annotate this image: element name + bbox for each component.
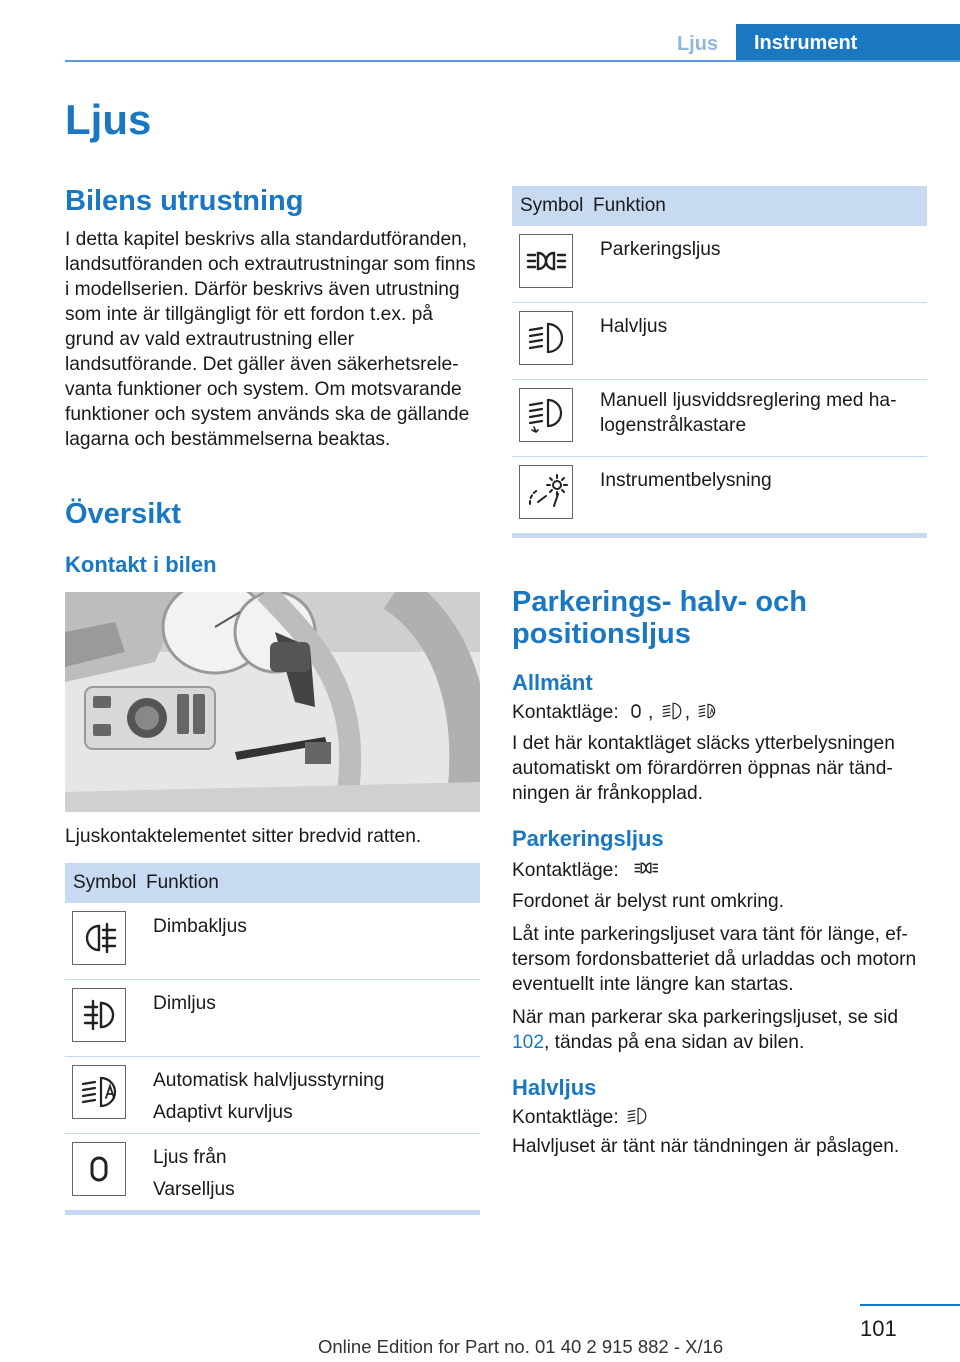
table-row (512, 380, 927, 457)
table-row (65, 1134, 480, 1210)
lights-section-heading-line2: positionsljus (512, 618, 691, 650)
function-text: Automatisk halvljusstyrning (153, 1070, 385, 1091)
low-beam-heading: Halvljus (512, 1075, 597, 1100)
auto-low-beam-icon (72, 1065, 126, 1119)
general-switch-positions (512, 700, 927, 725)
parking-text-2: Låt inte parkeringsljuset vara tänt för länge, eftersom fordonsbatteriet då urladdas och motorn eventuellt inte längre kan startas. (512, 924, 917, 995)
parking-text-1: Fordonet är belyst runt omkring. (512, 891, 784, 912)
switch-position-label: Kontaktläge: (512, 1107, 619, 1128)
right-column (512, 186, 927, 1159)
table-header (512, 186, 927, 226)
col-header-symbol: Symbol (73, 872, 137, 893)
table-bottom-rule (512, 533, 927, 538)
instrument-lighting-icon (519, 465, 573, 519)
function-text: Dimljus (153, 993, 216, 1014)
header-divider (65, 60, 960, 62)
function-text: Manuell ljusviddsreglering med ha- (600, 390, 897, 411)
function-text: Parkeringsljus (600, 239, 721, 260)
table-row (512, 457, 927, 533)
overview-heading: Översikt (65, 498, 182, 530)
function-text: Instrumentbelysning (600, 470, 772, 491)
parking-light-heading: Parkeringsljus (512, 826, 664, 851)
lights-off-icon (72, 1142, 126, 1196)
low-beam-icon (659, 700, 685, 722)
auto-low-beam-icon (695, 700, 721, 722)
parking-light-icon (624, 856, 668, 880)
function-text: Halvljus (600, 316, 668, 337)
lights-section-heading (512, 586, 927, 650)
table-row (65, 903, 480, 980)
headlight-range-control-icon (519, 388, 573, 442)
function-text: Adaptivt kurvljus (153, 1102, 293, 1123)
symbol-table-left (65, 863, 480, 1215)
table-row (512, 303, 927, 380)
header-chapter-tab[interactable]: Instrument (736, 24, 960, 62)
symbol-table-right (512, 186, 927, 538)
footer-divider (860, 1304, 960, 1306)
page-number: 101 (860, 1316, 897, 1341)
table-row (512, 226, 927, 303)
light-switch-photo (65, 592, 480, 812)
low-beam-icon (624, 1105, 650, 1127)
rear-fog-light-icon (72, 911, 126, 965)
header-section-tab[interactable]: Ljus (676, 32, 719, 55)
col-header-function: Funktion (593, 195, 666, 216)
low-beam-text: Halvljuset är tänt när tändningen är påslagen. (512, 1136, 900, 1157)
edition-footer: Online Edition for Part no. 01 40 2 915 882 - X/16 (318, 1336, 724, 1357)
lights-section-heading-line1: Parkerings- halv- och (512, 586, 807, 618)
parking-text-3 (512, 1005, 927, 1055)
photo-caption: Ljuskontaktelementet sitter bredvid ratten. (65, 826, 422, 847)
parking-text-3-end: , tändas på ena sidan av bilen. (544, 1032, 805, 1053)
switch-position-label: Kontaktläge: (512, 860, 619, 881)
page-title: Ljus (65, 96, 152, 143)
general-heading: Allmänt (512, 670, 593, 695)
function-text: Varselljus (153, 1179, 235, 1200)
function-text: Dimbakljus (153, 916, 247, 937)
low-beam-switch-position (512, 1105, 927, 1130)
separator: , (648, 702, 654, 723)
parking-light-icon (519, 234, 573, 288)
switch-position-label: Kontaktläge: (512, 702, 619, 723)
col-header-function: Funktion (146, 872, 219, 893)
table-row (65, 980, 480, 1057)
table-row (65, 1057, 480, 1134)
overview-subheading: Kontakt i bilen (65, 552, 217, 577)
separator: , (684, 702, 691, 723)
col-header-symbol: Symbol (520, 195, 584, 216)
function-text: Ljus från (153, 1147, 227, 1168)
page-reference-link[interactable]: 102 (512, 1032, 545, 1053)
general-text: I det här kontaktläget släcks ytterbelysningen automatiskt om förardörren öppnas när tändningen är frånkopplad. (512, 733, 895, 804)
left-column (65, 185, 480, 1215)
parking-switch-position (512, 856, 927, 883)
table-bottom-rule (65, 1210, 480, 1215)
lights-off-icon (624, 700, 648, 722)
function-text: logenstrålkastare (600, 415, 747, 436)
parking-text-3-start: När man parkerar ska parkeringsljuset, se sid (512, 1007, 899, 1028)
equipment-heading: Bilens utrustning (65, 185, 304, 217)
front-fog-light-icon (72, 988, 126, 1042)
low-beam-icon (519, 311, 573, 365)
equipment-text: I detta kapitel beskrivs alla standardutföranden, landsutföranden och extrautrustningar som finns i modellserien. Därför beskrivs även utrustning som inte är tillgängligt för ett fordon t.ex. på grund av vald extrautrustning eller landsutförande. Det gäller även säkerhetsrelevanta funktioner och system. Om motsvarande funktioner och system används ska de gällande lagarna och bestämmelserna beaktas. (65, 229, 476, 450)
table-header (65, 863, 480, 903)
